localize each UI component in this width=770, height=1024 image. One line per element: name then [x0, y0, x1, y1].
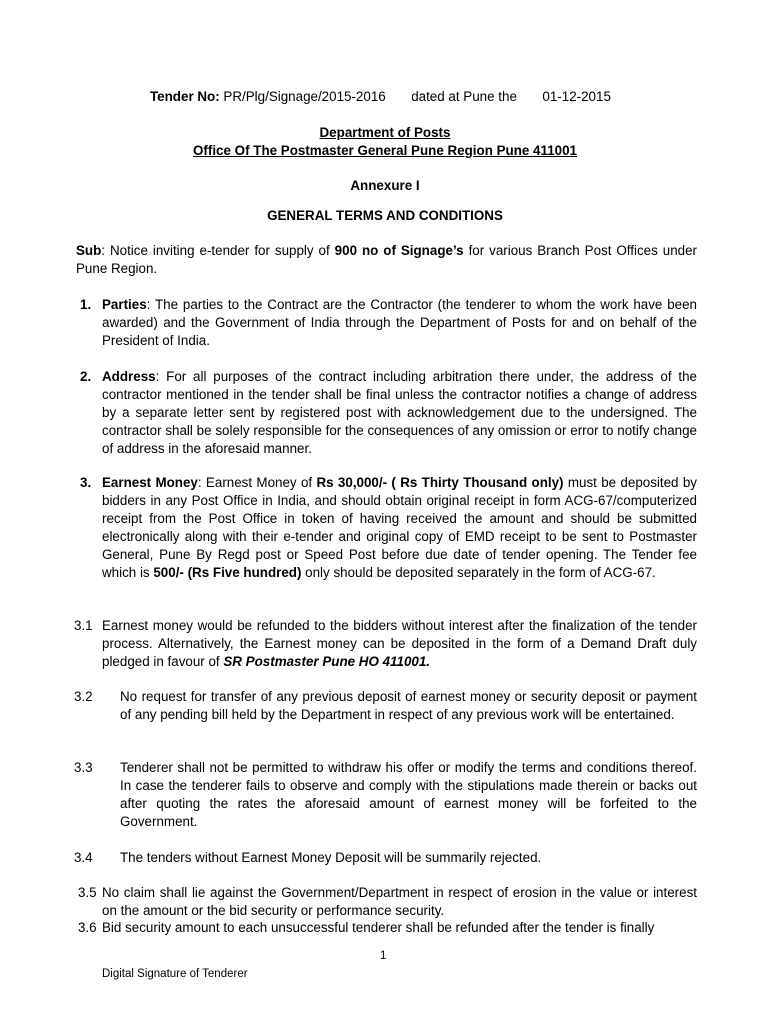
tender-fee-amount: 500/- (Rs Five hundred) [153, 564, 302, 580]
clause-text: : The parties to the Contract are the Contractor (the tenderer to whom the work have been awarded) and the Government of India through the Department of Posts for and on behalf of the President of India. [102, 297, 697, 348]
office-title: Office Of The Postmaster General Pune Region Pune 411001 [193, 143, 577, 158]
subclause-number: 3.4 [74, 850, 93, 865]
section-title: GENERAL TERMS AND CONDITIONS [267, 208, 503, 223]
clause-number: 1. [80, 297, 92, 312]
tender-line [150, 88, 650, 106]
subclause-3-6: Bid security amount to each unsuccessful tenderer shall be refunded after the tender is finally [102, 920, 655, 935]
subclause-3-1 [102, 617, 697, 671]
subclause-number: 3.3 [74, 760, 93, 775]
clause-title: Earnest Money [102, 475, 198, 490]
subject-quantity: 900 no of Signage’s [334, 243, 464, 258]
subject-text: : Notice inviting e-tender for supply of [101, 243, 335, 258]
subclause-number: 3.2 [74, 689, 93, 704]
clause-parties [102, 296, 697, 350]
tender-number: PR/Plg/Signage/2015-2016 [223, 89, 386, 104]
department-title: Department of Posts [319, 125, 451, 140]
subclause-text: Earnest money would be refunded to the bidders without interest after the finalization of the tender process. Alternatively, the Earnest money can be deposited in the form of a Demand Draft duly pledged in favour of [102, 618, 697, 669]
page-number: 1 [380, 950, 387, 962]
subclause-number: 3.6 [78, 920, 97, 935]
clause-number: 3. [80, 475, 92, 490]
annexure-title: Annexure I [350, 178, 420, 193]
dd-payee: SR Postmaster Pune HO 411001. [223, 653, 431, 669]
clause-text: : Earnest Money of [197, 475, 317, 490]
clause-title: Address [102, 369, 156, 384]
clause-earnest-money [102, 474, 697, 581]
clause-text: : For all purposes of the contract including arbitration there under, the address of the contractor mentioned in the tender shall be final unless the contractor notifies a change of address by a separate letter sent by registered post with acknowledgement due to the undersigned. The contractor shall be solely responsible for the consequences of any omission or error to notify change of address in the aforesaid manner. [102, 369, 697, 456]
emd-amount: Rs 30,000/- ( Rs Thirty Thousand only) [316, 475, 564, 490]
subclause-number: 3.1 [74, 618, 93, 633]
clause-number: 2. [80, 369, 92, 384]
subclause-3-4: The tenders without Earnest Money Deposit will be summarily rejected. [120, 850, 542, 865]
subject-text-end: for various Branch Post Offices under Pune Region. [76, 243, 698, 276]
clause-title: Parties [102, 297, 147, 312]
signature-label: Digital Signature of Tenderer [102, 968, 248, 980]
clause-address [102, 368, 697, 458]
subject-label: Sub [76, 243, 102, 258]
subject-paragraph [76, 242, 697, 278]
clause-text: must be deposited by bidders in any Post Office in India, and should obtain original receipt in form ACG-67/computerized receipt from the Post Office in token of having received the amount and should be submitted electronically along with their e-tender and original copy of EMD receipt to be sent to Postmaster General, Pune By Regd post or Speed Post before due date of tender opening. The Tender fee which is [102, 475, 697, 580]
subclause-3-5: No claim shall lie against the Government/Department in respect of erosion in the value or interest on the amount or the bid security or performance security. [102, 885, 697, 918]
clause-text: only should be deposited separately in the form of ACG-67. [301, 564, 656, 580]
tender-label: Tender No: [150, 89, 220, 104]
tender-date: 01-12-2015 [542, 89, 611, 104]
subclause-number: 3.5 [78, 885, 97, 900]
dated-text: dated at Pune the [411, 89, 517, 104]
subclause-3-2: No request for transfer of any previous deposit of earnest money or security deposit or payment of any pending bill held by the Department in respect of any previous work will be entertained. [120, 689, 697, 722]
subclause-3-3: Tenderer shall not be permitted to withdraw his offer or modify the terms and conditions thereof. In case the tenderer fails to observe and comply with the stipulations made therein or backs out after quoting the rates the aforesaid amount of earnest money will be forfeited to the Government. [120, 760, 697, 829]
